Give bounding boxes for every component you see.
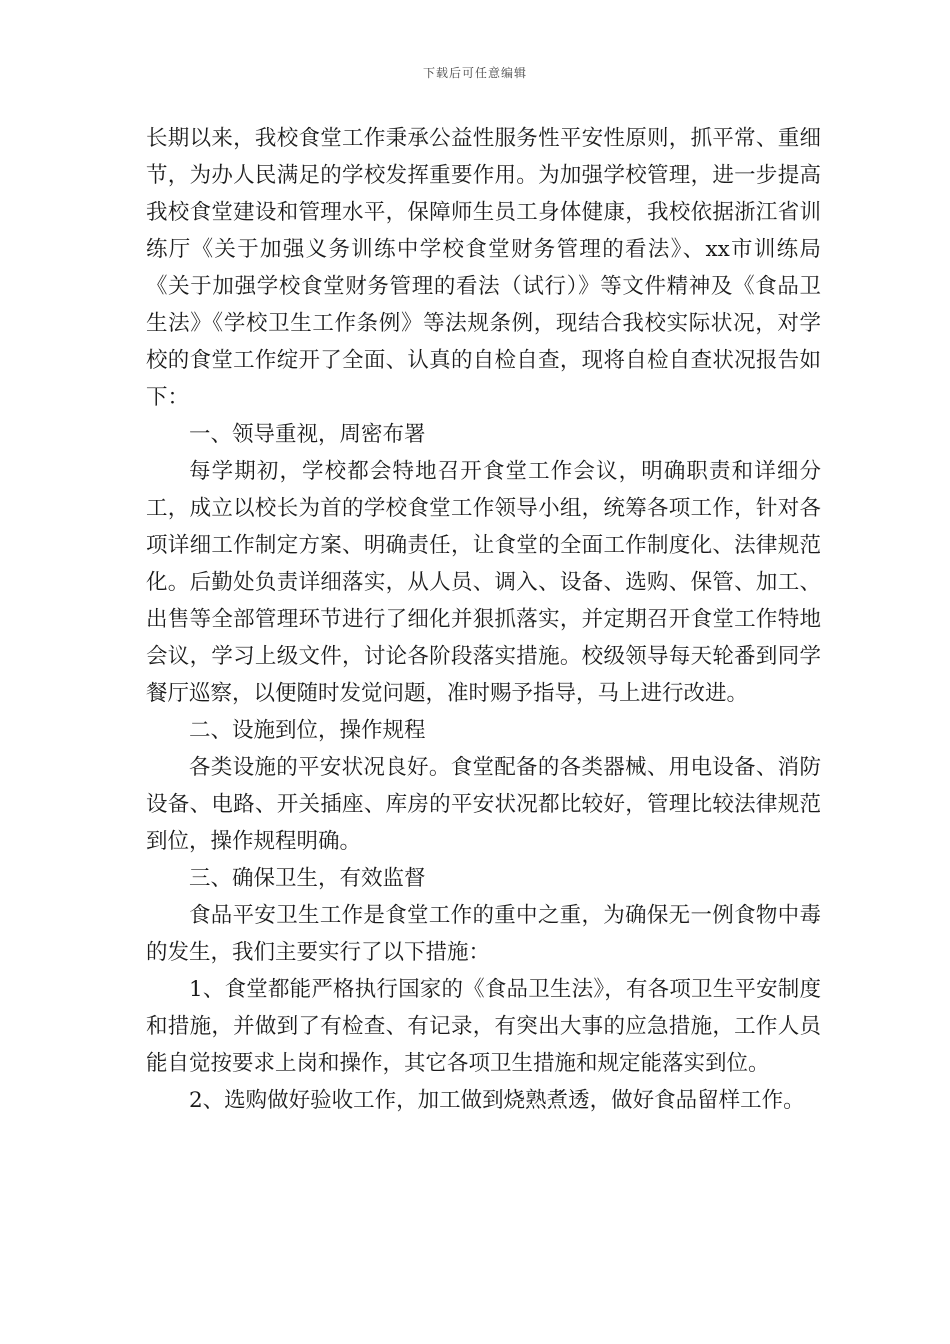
intro-paragraph: 长期以来，我校食堂工作秉承公益性服务性平安性原则，抓平常、重细节，为办人民满足的学校发挥重要作用。为加强学校管理，进一步提高我校食堂建设和管理水平，保障师生员工身体健康，我校依据浙江省训练厅《关于加强义务训练中学校食堂财务管理的看法》、xx市训练局《关于加强学校食堂财务管理的看法（试行）》等文件精神及《食品卫生法》《学校卫生工作条例》等法规条例，现结合我校实际状况，对学校的食堂工作绽开了全面、认真的自检自查，现将自检自查状况报告如下： [146, 126, 821, 410]
section-heading-2: 二、设施到位，操作规程 [189, 718, 426, 743]
document-body [146, 120, 821, 1119]
section-3-item-1: 1、食堂都能严格执行国家的《食品卫生法》，有各项卫生平安制度和措施，并做到了有检查、有记录，有突出大事的应急措施，工作人员能自觉按要求上岗和操作，其它各项卫生措施和规定能落实到位。 [146, 977, 821, 1076]
section-heading-1: 一、领导重视，周密布署 [189, 422, 426, 447]
section-1-paragraph: 每学期初，学校都会特地召开食堂工作会议，明确职责和详细分工，成立以校长为首的学校食堂工作领导小组，统筹各项工作，针对各项详细工作制定方案、明确责任，让食堂的全面工作制度化、法律规范化。后勤处负责详细落实，从人员、调入、设备、选购、保管、加工、出售等全部管理环节进行了细化并狠抓落实，并定期召开食堂工作特地会议，学习上级文件，讨论各阶段落实措施。校级领导每天轮番到同学餐厅巡察，以便随时发觉问题，准时赐予指导，马上进行改进。 [146, 459, 821, 706]
section-heading-3: 三、确保卫生，有效监督 [189, 866, 426, 891]
section-3-item-2: 2、选购做好验收工作，加工做到烧熟煮透，做好食品留样工作。 [189, 1088, 805, 1113]
section-3-paragraph: 食品平安卫生工作是食堂工作的重中之重，为确保无一例食物中毒的发生，我们主要实行了以下措施： [146, 903, 821, 965]
section-2-paragraph: 各类设施的平安状况良好。食堂配备的各类器械、用电设备、消防设备、电路、开关插座、库房的平安状况都比较好，管理比较法律规范到位，操作规程明确。 [146, 755, 821, 854]
page-header-note: 下载后可任意编辑 [422, 66, 527, 80]
